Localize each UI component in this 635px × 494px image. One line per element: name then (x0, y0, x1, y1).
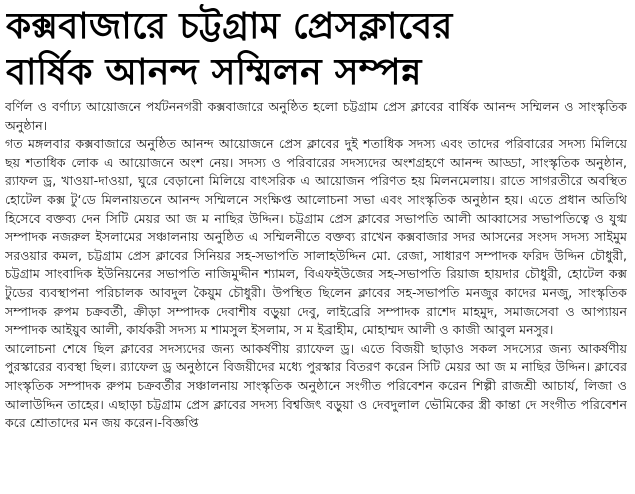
article-body (5, 98, 627, 490)
article-paragraph-intro: বর্ণিল ও বর্ণাঢ্য আয়োজনে পর্যটননগরী কক্সবাজারে অনুষ্ঠিত হলো চট্টগ্রাম প্রেস ক্লাবের বার্ষিক আনন্দ সম্মিলন ও সাংস্কৃতিক অনুষ্ঠান। (5, 99, 627, 133)
article-paragraph-main: গত মঙ্গলবার কক্সবাজারে অনুষ্ঠিত আনন্দ আয়োজনে প্রেস ক্লাবের দুই শতাধিক সদস্য এবং তাদের পরিবারের সদস্য মিলিয়ে ছয় শতাধিক লোক এ আয়োজনে অংশ নেয়। সদস্য ও পরিবারের সদস্যদের অংশগ্রহণে আনন্দ আড্ডা, সাংস্কৃতিক অনুষ্ঠান, র‌্যাফল ড্র, খাওয়া-দাওয়া, ঘুরে বেড়ানো মিলিয়ে বাৎসরিক এ আয়োজন পরিণত হয় মিলনমেলায়। রাতে সাগরতীরে অবস্থিত হোটেল কক্স টু‘ডে মিলনায়তনে আনন্দ সম্মিলনে সংক্ষিপ্ত আলোচনা সভা এবং সাংস্কৃতিক অনুষ্ঠান হয়। এতে প্রধান অতিথি হিসেবে বক্তব্য দেন সিটি মেয়র আ জ ম নাছির উদ্দিন। চট্টগ্রাম প্রেস ক্লাবের সভাপতি আলী আব্বাসের সভাপতিত্বে ও যুগ্ম সম্পাদক নজরুল ইসলামের সঞ্চালনায় অনুষ্ঠিত এ সম্মিলনীতে বক্তব্য রাখেন কক্সবাজার সদর আসনের সংসদ সদস্য সাইমুম সরওয়ার কমল, চট্টগ্রাম প্রেস ক্লাবের সিনিয়র সহ-সভাপতি সালাহউদ্দিন মো. রেজা, সাধারণ সম্পাদক ফরিদ উদ্দিন চৌধুরী, চট্টগ্রাম সাংবাদিক ইউনিয়নের সভাপতি নাজিমুদ্দীন শ্যামল, বিএফইউজের সহ-সভাপতি রিয়াজ হায়দার চৌধুরী, হোটেল কক্স টুডের ব্যবস্থাপনা পরিচালক আবদুল কৈয়ুম চৌধুরী। উপস্থিত ছিলেন ক্লাবের সহ-সভাপতি মনজুর কাদের মনজু, সাংস্কৃতিক সম্পাদক রুপম চক্রবর্তী, ক্রীড়া সম্পাদক দেবাশীষ বড়ুয়া দেবু, লাইব্রেরি সম্পাদক রাশেদ মাহমুদ, সমাজসেবা ও আপ্যায়ন সম্পাদক আইয়ুব আলী, কার্যকরী সদস্য ম শামসুল ইসলাম, স ম ইব্রাহীম, মোহাম্মদ আলী ও কাজী আবুল মনসুর। (5, 136, 627, 338)
headline (6, 4, 629, 96)
article-paragraph-closing: আলোচনা শেষে ছিল ক্লাবের সদস্যদের জন্য আকর্ষণীয় র‌্যাফেল ড্র। এতে বিজয়ী ছাড়াও সকল সদস্যের জন্য আকর্ষণীয় পুরস্কারের ব্যবস্থা ছিল। র‌্যাফেল ড্র অনুষ্ঠানে বিজয়ীদের মধ্যে পুরস্কার বিতরণ করেন সিটি মেয়র আ জ ম নাছির উদ্দিন। ক্লাবের সাংস্কৃতিক সম্পাদক রুপম চক্রবর্তীর সঞ্চালনায় সাংস্কৃতিক অনুষ্ঠানে সংগীত পরিবেশন করেন শিল্পী রাজশ্রী আচার্য, লিজা ও আলাউদ্দিন তাহের। এছাড়া চট্টগ্রাম প্রেস ক্লাবের সদস্য বিশ্বজিৎ বড়ুয়া ও দেবদুলাল ভৌমিকের স্ত্রী কান্তা দে সংগীত পরিবেশন করে শ্রোতাদের মন জয় করেন।-বিজ্ঞপ্তি (5, 340, 627, 431)
headline-line-1: কক্সবাজারে চট্টগ্রাম প্রেসক্লাবের (6, 6, 453, 47)
headline-line-2: বার্ষিক আনন্দ সম্মিলন সম্পন্ন (6, 52, 422, 93)
